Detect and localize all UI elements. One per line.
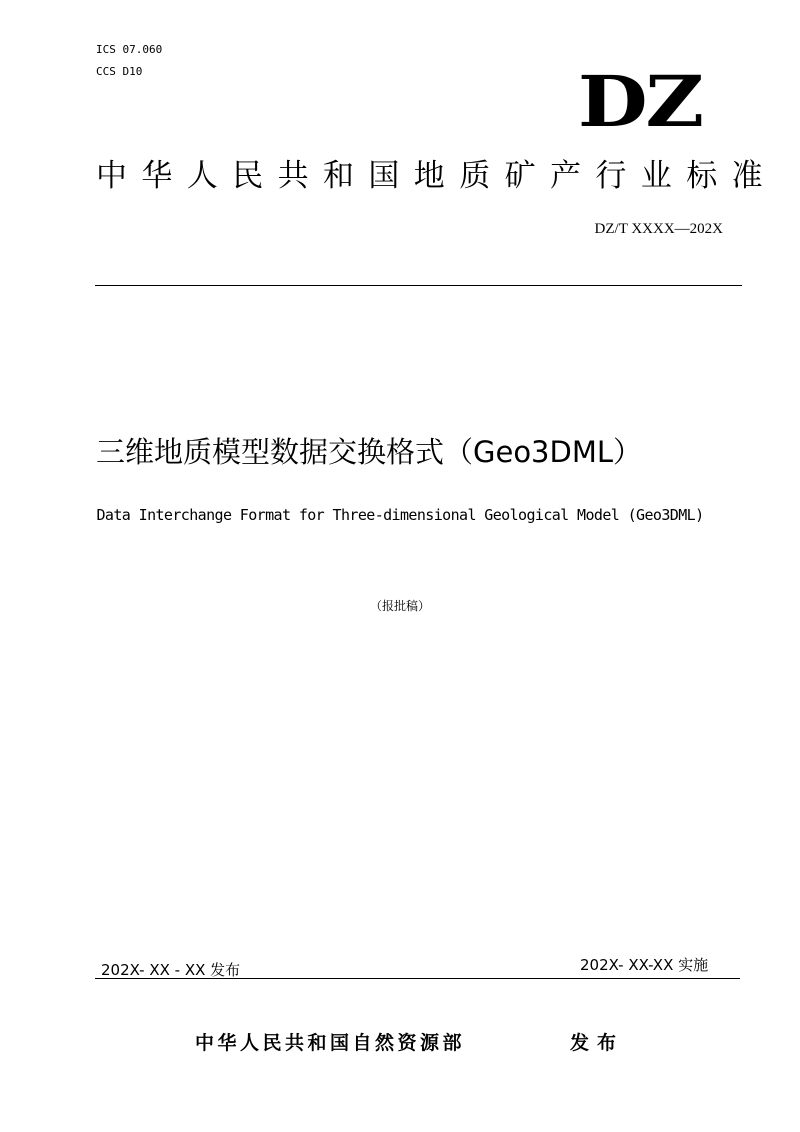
ccs-code: CCS D10 — [96, 65, 143, 78]
publish-label: 发布 — [570, 1032, 625, 1054]
draft-status: （报批稿） — [369, 599, 430, 613]
standard-code: DZ/T XXXX—202X — [594, 221, 723, 237]
document-title-en: Data Interchange Format for Three-dimensional Geological Model (Geo3DML) — [96, 506, 704, 524]
header-divider — [95, 285, 742, 286]
dz-logo: DZ — [578, 60, 702, 143]
ics-code: ICS 07.060 — [96, 43, 163, 56]
issue-date: 202X- XX - XX 发布 — [101, 961, 241, 979]
implement-date: 202X- XX-XX 实施 — [580, 956, 709, 974]
standard-title: 中华人民共和国地质矿产行业标准 — [96, 158, 777, 194]
document-title-cn: 三维地质模型数据交换格式（Geo3DML） — [96, 435, 643, 469]
publisher-name: 中华人民共和国自然资源部 — [195, 1032, 466, 1054]
footer-divider — [95, 978, 740, 979]
